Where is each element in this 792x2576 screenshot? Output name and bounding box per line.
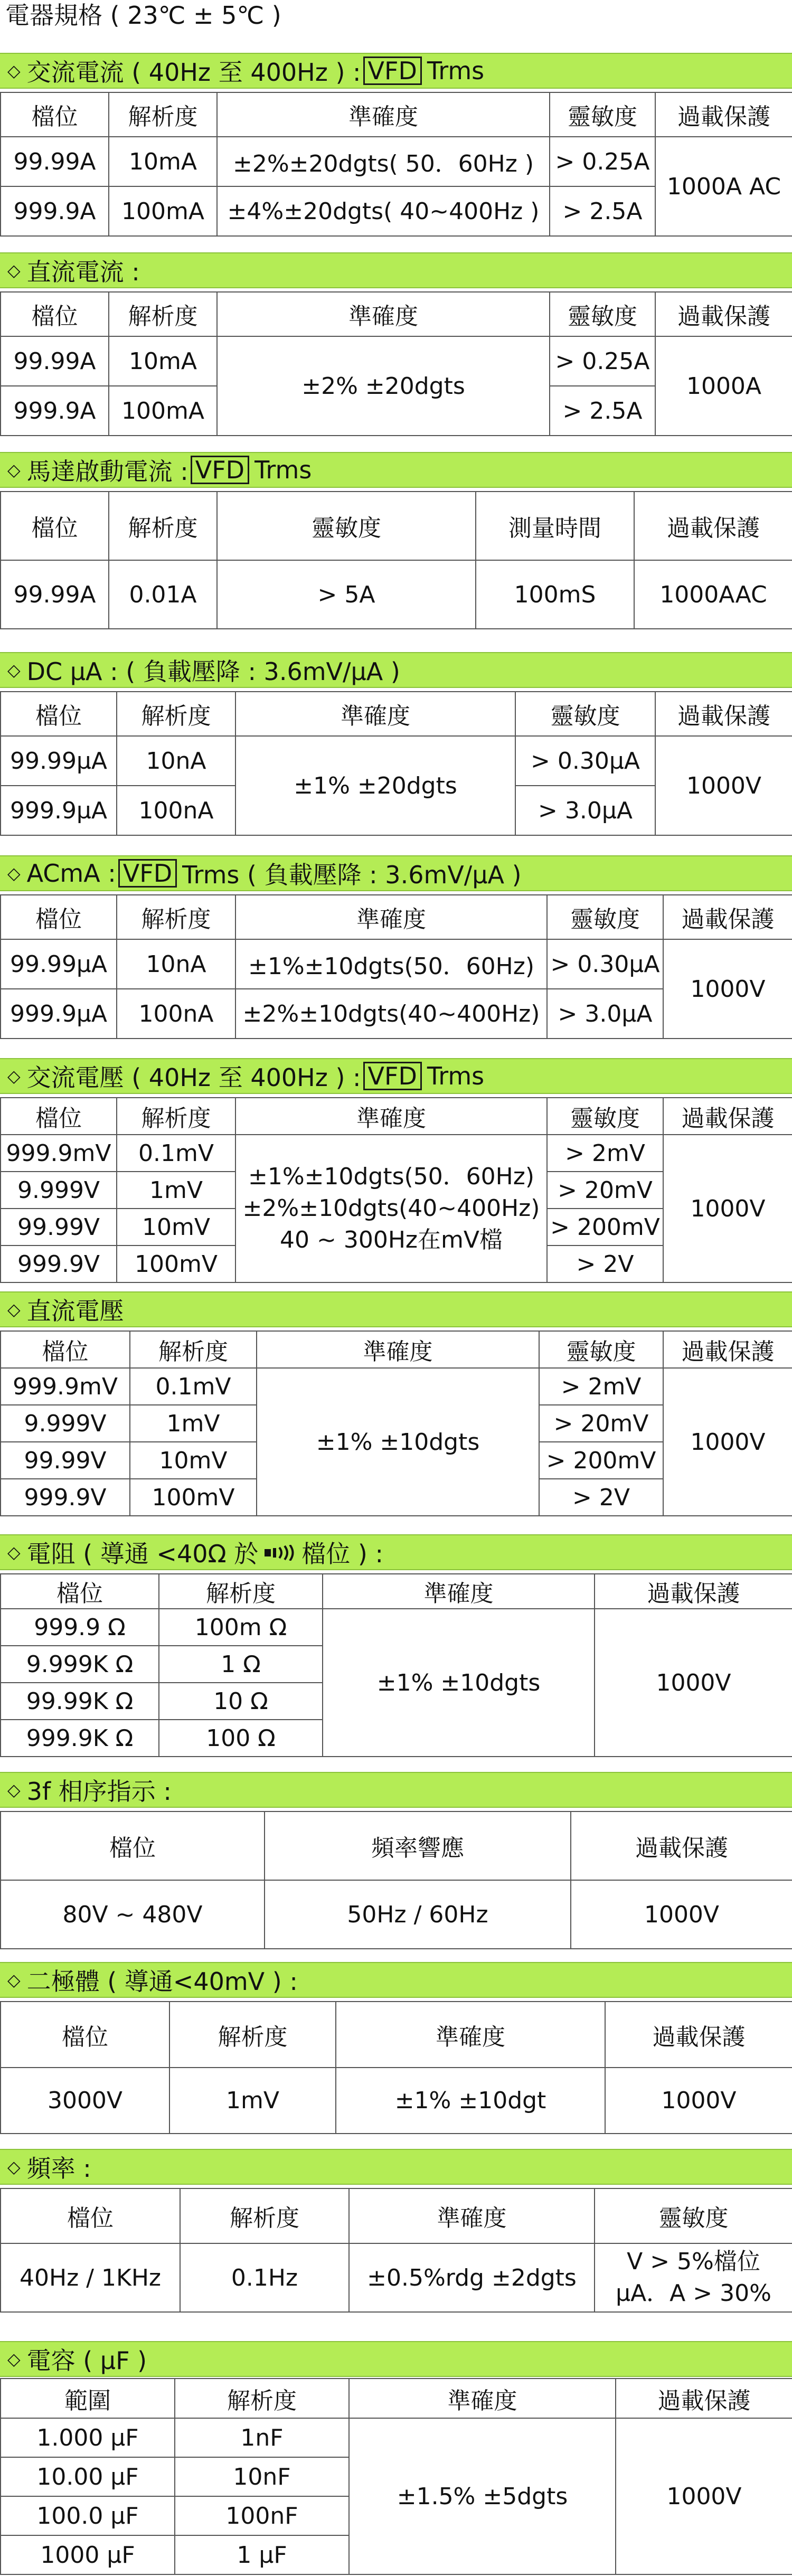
- header-row: [1, 1811, 792, 1880]
- section-title-text: 直流電流 :: [26, 258, 140, 286]
- sensitivity-cell: > 0.30μA: [515, 736, 655, 786]
- spec-table: [0, 691, 792, 836]
- sensitivity-line: V > 5%檔位: [627, 2248, 760, 2275]
- accuracy-cell: ±4%±20dgts( 40~400Hz ): [217, 186, 550, 236]
- header-cell: 解析度: [180, 2188, 349, 2243]
- table-row: [1, 1368, 792, 1405]
- sensitivity-cell: > 0.30μA: [547, 939, 663, 989]
- diamond-icon: ◇: [7, 460, 21, 480]
- diamond-icon: ◇: [7, 660, 21, 680]
- range-cell: 999.9μA: [1, 786, 117, 835]
- table-row: [1, 736, 792, 786]
- sensitivity-cell: > 20mV: [539, 1405, 663, 1442]
- sensitivity-cell: > 5A: [217, 560, 476, 629]
- overload-cell: 1000A AC: [655, 137, 792, 236]
- header-cell: 解析度: [159, 1574, 323, 1609]
- header-cell: 解析度: [169, 2002, 336, 2068]
- frequency-cell: 50Hz / 60Hz: [265, 1880, 571, 1949]
- resolution-cell: 0.1mV: [130, 1368, 257, 1405]
- header-cell: 準確度: [235, 692, 515, 736]
- header-row: [1, 492, 792, 560]
- range-cell: 99.99K Ω: [1, 1683, 159, 1720]
- section-title-text: 電阻 ( 導通 <40Ω 於: [26, 1540, 259, 1568]
- range-cell: 9.999K Ω: [1, 1646, 159, 1683]
- header-cell: 過載保護: [655, 692, 792, 736]
- overload-cell: 1000AAC: [634, 560, 792, 629]
- header-cell: 解析度: [117, 895, 235, 939]
- section-title: [0, 1534, 792, 1570]
- accuracy-cell: ±2%±10dgts(40~400Hz): [235, 989, 547, 1039]
- range-cell: 999.9K Ω: [1, 1720, 159, 1757]
- header-cell: 靈敏度: [515, 692, 655, 736]
- diamond-icon: ◇: [7, 2157, 21, 2177]
- header-cell: 準確度: [235, 895, 547, 939]
- header-cell: 檔位: [1, 2188, 180, 2243]
- continuity-beeper-icon: [263, 1538, 296, 1567]
- resolution-cell: 10nF: [175, 2457, 349, 2496]
- accuracy-cell: ±1% ±10dgts: [257, 1368, 539, 1516]
- overload-cell: 1000V: [605, 2068, 792, 2134]
- range-cell: 99.99A: [1, 560, 109, 629]
- table-row: [1, 560, 792, 629]
- diamond-icon: ◇: [7, 1066, 21, 1086]
- header-row: [1, 692, 792, 736]
- time-cell: 100mS: [476, 560, 634, 629]
- spec-table: [0, 291, 792, 436]
- accuracy-cell: ±0.5%rdg ±2dgts: [349, 2243, 595, 2312]
- overload-cell: 1000V: [571, 1880, 792, 1949]
- header-cell: 檔位: [1, 292, 109, 336]
- section-title: [0, 652, 792, 688]
- resolution-cell: 1 μF: [175, 2535, 349, 2574]
- section-title: [0, 1772, 792, 1808]
- section-title-text: 直流電壓: [26, 1297, 124, 1325]
- header-cell: 解析度: [175, 2379, 349, 2418]
- header-cell: 過載保護: [616, 2379, 792, 2418]
- vfd-badge: VFD: [191, 456, 249, 484]
- resolution-cell: 100mV: [117, 1245, 235, 1282]
- spec-table: [0, 2001, 792, 2134]
- overload-cell: 1000V: [663, 1135, 792, 1282]
- accuracy-cell: ±2%±20dgts( 50．60Hz ): [217, 137, 550, 186]
- range-cell: 99.99A: [1, 137, 109, 186]
- header-cell: 檔位: [1, 1811, 265, 1880]
- range-cell: 99.99μA: [1, 939, 117, 989]
- sensitivity-cell: > 0.25A: [550, 336, 655, 386]
- spec-table: [0, 894, 792, 1039]
- section-title-suffix: Trms: [427, 1062, 485, 1090]
- range-cell: 999.9μA: [1, 989, 117, 1039]
- range-cell: 80V ~ 480V: [1, 1880, 265, 1949]
- sensitivity-cell: > 3.0μA: [547, 989, 663, 1039]
- section-title: [0, 1962, 792, 1998]
- header-cell: 檔位: [1, 492, 109, 560]
- resolution-cell: 1mV: [169, 2068, 336, 2134]
- vfd-badge: VFD: [118, 859, 177, 888]
- diamond-icon: ◇: [7, 2349, 21, 2369]
- header-cell: 靈敏度: [550, 292, 655, 336]
- header-row: [1, 895, 792, 939]
- header-row: [1, 1331, 792, 1368]
- range-cell: 999.9mV: [1, 1368, 130, 1405]
- header-cell: 過載保護: [634, 492, 792, 560]
- header-row: [1, 2379, 792, 2418]
- section-title-text: 二極體 ( 導通<40mV ) :: [26, 1967, 298, 1996]
- range-cell: 999.9V: [1, 1479, 130, 1516]
- range-cell: 99.99A: [1, 336, 109, 386]
- sensitivity-cell: > 2V: [539, 1479, 663, 1516]
- resolution-cell: 100 Ω: [159, 1720, 323, 1757]
- header-cell: 準確度: [217, 92, 550, 137]
- spec-table: [0, 491, 792, 629]
- sensitivity-line: μA．A > 30%: [616, 2280, 771, 2307]
- section-title-text: 3f 相序指示 :: [26, 1777, 172, 1806]
- header-cell: 靈敏度: [547, 1098, 663, 1135]
- header-cell: 檔位: [1, 2002, 169, 2068]
- table-row: [1, 2418, 792, 2457]
- sensitivity-cell: > 20mV: [547, 1172, 663, 1209]
- accuracy-line: 40 ~ 300Hz在mV檔: [280, 1226, 503, 1253]
- resolution-cell: 1 Ω: [159, 1646, 323, 1683]
- accuracy-cell: [235, 1135, 547, 1282]
- header-cell: 檔位: [1, 1098, 117, 1135]
- resolution-cell: 100mA: [109, 186, 217, 236]
- spec-table: [0, 1097, 792, 1283]
- header-cell: 過載保護: [605, 2002, 792, 2068]
- section-title-text: DC μA : ( 負載壓降 : 3.6mV/μA ): [26, 657, 400, 686]
- resolution-cell: 10mV: [117, 1209, 235, 1245]
- header-row: [1, 92, 792, 137]
- header-cell: 過載保護: [571, 1811, 792, 1880]
- header-cell: 準確度: [349, 2379, 616, 2418]
- header-cell: 準確度: [323, 1574, 595, 1609]
- header-row: [1, 1098, 792, 1135]
- accuracy-cell: ±1% ±10dgt: [336, 2068, 605, 2134]
- header-cell: 檔位: [1, 1331, 130, 1368]
- resolution-cell: 1mV: [130, 1405, 257, 1442]
- range-cell: 999.9mV: [1, 1135, 117, 1172]
- table-row: [1, 2068, 792, 2134]
- resolution-cell: 100nA: [117, 786, 235, 835]
- accuracy-line: ±2%±10dgts(40~400Hz): [242, 1195, 540, 1222]
- header-cell: 範圍: [1, 2379, 175, 2418]
- accuracy-cell: ±1% ±20dgts: [235, 736, 515, 835]
- header-cell: 測量時間: [476, 492, 634, 560]
- header-cell: 解析度: [117, 692, 235, 736]
- resolution-cell: 10nA: [117, 939, 235, 989]
- page-title: 電器規格 ( 23℃ ± 5℃ ): [5, 1, 281, 30]
- header-cell: 檔位: [1, 1574, 159, 1609]
- header-row: [1, 1574, 792, 1609]
- diamond-icon: ◇: [7, 260, 21, 280]
- range-cell: 9.999V: [1, 1172, 117, 1209]
- header-cell: 解析度: [117, 1098, 235, 1135]
- table-row: [1, 939, 792, 989]
- accuracy-cell: ±1.5% ±5dgts: [349, 2418, 616, 2574]
- section-title: [0, 252, 792, 288]
- vfd-badge: VFD: [363, 56, 422, 85]
- resolution-cell: 100mA: [109, 386, 217, 436]
- sensitivity-cell: > 200mV: [539, 1442, 663, 1479]
- accuracy-cell: ±2% ±20dgts: [217, 336, 550, 436]
- section-title: [0, 53, 792, 89]
- header-cell: 過載保護: [663, 895, 792, 939]
- header-cell: 準確度: [235, 1098, 547, 1135]
- table-row: [1, 1609, 792, 1646]
- resolution-cell: 10mA: [109, 137, 217, 186]
- section-title-suffix: 檔位 ) :: [301, 1540, 383, 1568]
- diamond-icon: ◇: [7, 863, 21, 883]
- overload-cell: 1000V: [663, 1368, 792, 1516]
- section-title-suffix: Trms ( 負載壓降 : 3.6mV/μA ): [182, 861, 522, 889]
- resolution-cell: 10 Ω: [159, 1683, 323, 1720]
- resolution-cell: 10mV: [130, 1442, 257, 1479]
- section-title: [0, 2341, 792, 2377]
- spec-table: [0, 1573, 792, 1757]
- range-cell: 999.9A: [1, 186, 109, 236]
- diamond-icon: ◇: [7, 1970, 21, 1990]
- header-cell: 過載保護: [655, 92, 792, 137]
- table-row: [1, 336, 792, 386]
- sensitivity-cell: > 2V: [547, 1245, 663, 1282]
- header-cell: 靈敏度: [217, 492, 476, 560]
- resolution-cell: 0.01A: [109, 560, 217, 629]
- section-title-text: 交流電壓 ( 40Hz 至 400Hz ) :: [26, 1063, 361, 1092]
- table-row: [1, 1880, 792, 1949]
- range-cell: 99.99μA: [1, 736, 117, 786]
- header-cell: 靈敏度: [550, 92, 655, 137]
- spec-table: [0, 2378, 792, 2575]
- diamond-icon: ◇: [7, 61, 21, 81]
- diamond-icon: ◇: [7, 1299, 21, 1319]
- section-title: [0, 2149, 792, 2185]
- overload-cell: 1000V: [616, 2418, 792, 2574]
- resolution-cell: 100m Ω: [159, 1609, 323, 1646]
- section-title-text: ACmA :: [26, 859, 116, 888]
- sensitivity-cell: > 0.25A: [550, 137, 655, 186]
- diamond-icon: ◇: [7, 1780, 21, 1800]
- sensitivity-cell: > 3.0μA: [515, 786, 655, 835]
- sensitivity-cell: > 2.5A: [550, 386, 655, 436]
- header-cell: 準確度: [336, 2002, 605, 2068]
- sensitivity-cell: > 2mV: [539, 1368, 663, 1405]
- table-row: [1, 1135, 792, 1172]
- header-row: [1, 2002, 792, 2068]
- range-cell: 1000 μF: [1, 2535, 175, 2574]
- section-title-text: 頻率 :: [26, 2154, 91, 2183]
- header-cell: 頻率響應: [265, 1811, 571, 1880]
- accuracy-cell: ±1%±10dgts(50．60Hz): [235, 939, 547, 989]
- header-cell: 解析度: [130, 1331, 257, 1368]
- header-cell: 過載保護: [663, 1098, 792, 1135]
- header-cell: 靈敏度: [539, 1331, 663, 1368]
- resolution-cell: 10nA: [117, 736, 235, 786]
- range-cell: 10.00 μF: [1, 2457, 175, 2496]
- accuracy-line: ±1%±10dgts(50．60Hz): [248, 1163, 535, 1190]
- range-cell: 3000V: [1, 2068, 169, 2134]
- table-row: [1, 137, 792, 186]
- spec-table: [0, 1331, 792, 1516]
- range-cell: 100.0 μF: [1, 2496, 175, 2535]
- sensitivity-cell: > 200mV: [547, 1209, 663, 1245]
- sensitivity-cell: > 2mV: [547, 1135, 663, 1172]
- header-cell: 檔位: [1, 92, 109, 137]
- section-title: [0, 452, 792, 488]
- header-cell: 檔位: [1, 895, 117, 939]
- range-cell: 999.9V: [1, 1245, 117, 1282]
- header-cell: 準確度: [349, 2188, 595, 2243]
- overload-cell: 1000A: [655, 336, 792, 436]
- range-cell: 999.9A: [1, 386, 109, 436]
- header-cell: 準確度: [257, 1331, 539, 1368]
- resolution-cell: 1mV: [117, 1172, 235, 1209]
- diamond-icon: ◇: [7, 1542, 21, 1562]
- resolution-cell: 10mA: [109, 336, 217, 386]
- header-cell: 解析度: [109, 292, 217, 336]
- spec-table: [0, 2188, 792, 2313]
- accuracy-cell: ±1% ±10dgts: [323, 1609, 595, 1757]
- section-title-suffix: Trms: [254, 456, 312, 484]
- header-cell: 解析度: [109, 92, 217, 137]
- section-title-text: 馬達啟動電流 :: [26, 457, 188, 486]
- resolution-cell: 100nA: [117, 989, 235, 1039]
- resolution-cell: 0.1mV: [117, 1135, 235, 1172]
- resolution-cell: 0.1Hz: [180, 2243, 349, 2312]
- range-cell: 99.99V: [1, 1442, 130, 1479]
- section-title-suffix: Trms: [427, 56, 485, 85]
- range-cell: 999.9 Ω: [1, 1609, 159, 1646]
- header-cell: 檔位: [1, 692, 117, 736]
- header-cell: 過載保護: [663, 1331, 792, 1368]
- spec-table: [0, 92, 792, 237]
- header-cell: 靈敏度: [547, 895, 663, 939]
- section-title-text: 交流電流 ( 40Hz 至 400Hz ) :: [26, 58, 361, 87]
- sensitivity-cell: [595, 2243, 792, 2312]
- range-cell: 40Hz / 1KHz: [1, 2243, 180, 2312]
- header-cell: 過載保護: [595, 1574, 792, 1609]
- range-cell: 9.999V: [1, 1405, 130, 1442]
- header-cell: 過載保護: [655, 292, 792, 336]
- section-title: [0, 855, 792, 891]
- table-row: [1, 2243, 792, 2312]
- header-cell: 靈敏度: [595, 2188, 792, 2243]
- header-row: [1, 292, 792, 336]
- header-cell: 準確度: [217, 292, 550, 336]
- range-cell: 1.000 μF: [1, 2418, 175, 2457]
- overload-cell: 1000V: [663, 939, 792, 1039]
- header-row: [1, 2188, 792, 2243]
- section-title-text: 電容 ( μF ): [26, 2346, 147, 2375]
- resolution-cell: 1nF: [175, 2418, 349, 2457]
- overload-cell: 1000V: [595, 1609, 792, 1757]
- vfd-badge: VFD: [363, 1062, 422, 1090]
- resolution-cell: 100mV: [130, 1479, 257, 1516]
- overload-cell: 1000V: [655, 736, 792, 835]
- section-title: [0, 1291, 792, 1327]
- spec-table: [0, 1811, 792, 1949]
- resolution-cell: 100nF: [175, 2496, 349, 2535]
- range-cell: 99.99V: [1, 1209, 117, 1245]
- header-cell: 解析度: [109, 492, 217, 560]
- section-title: [0, 1058, 792, 1094]
- sensitivity-cell: > 2.5A: [550, 186, 655, 236]
